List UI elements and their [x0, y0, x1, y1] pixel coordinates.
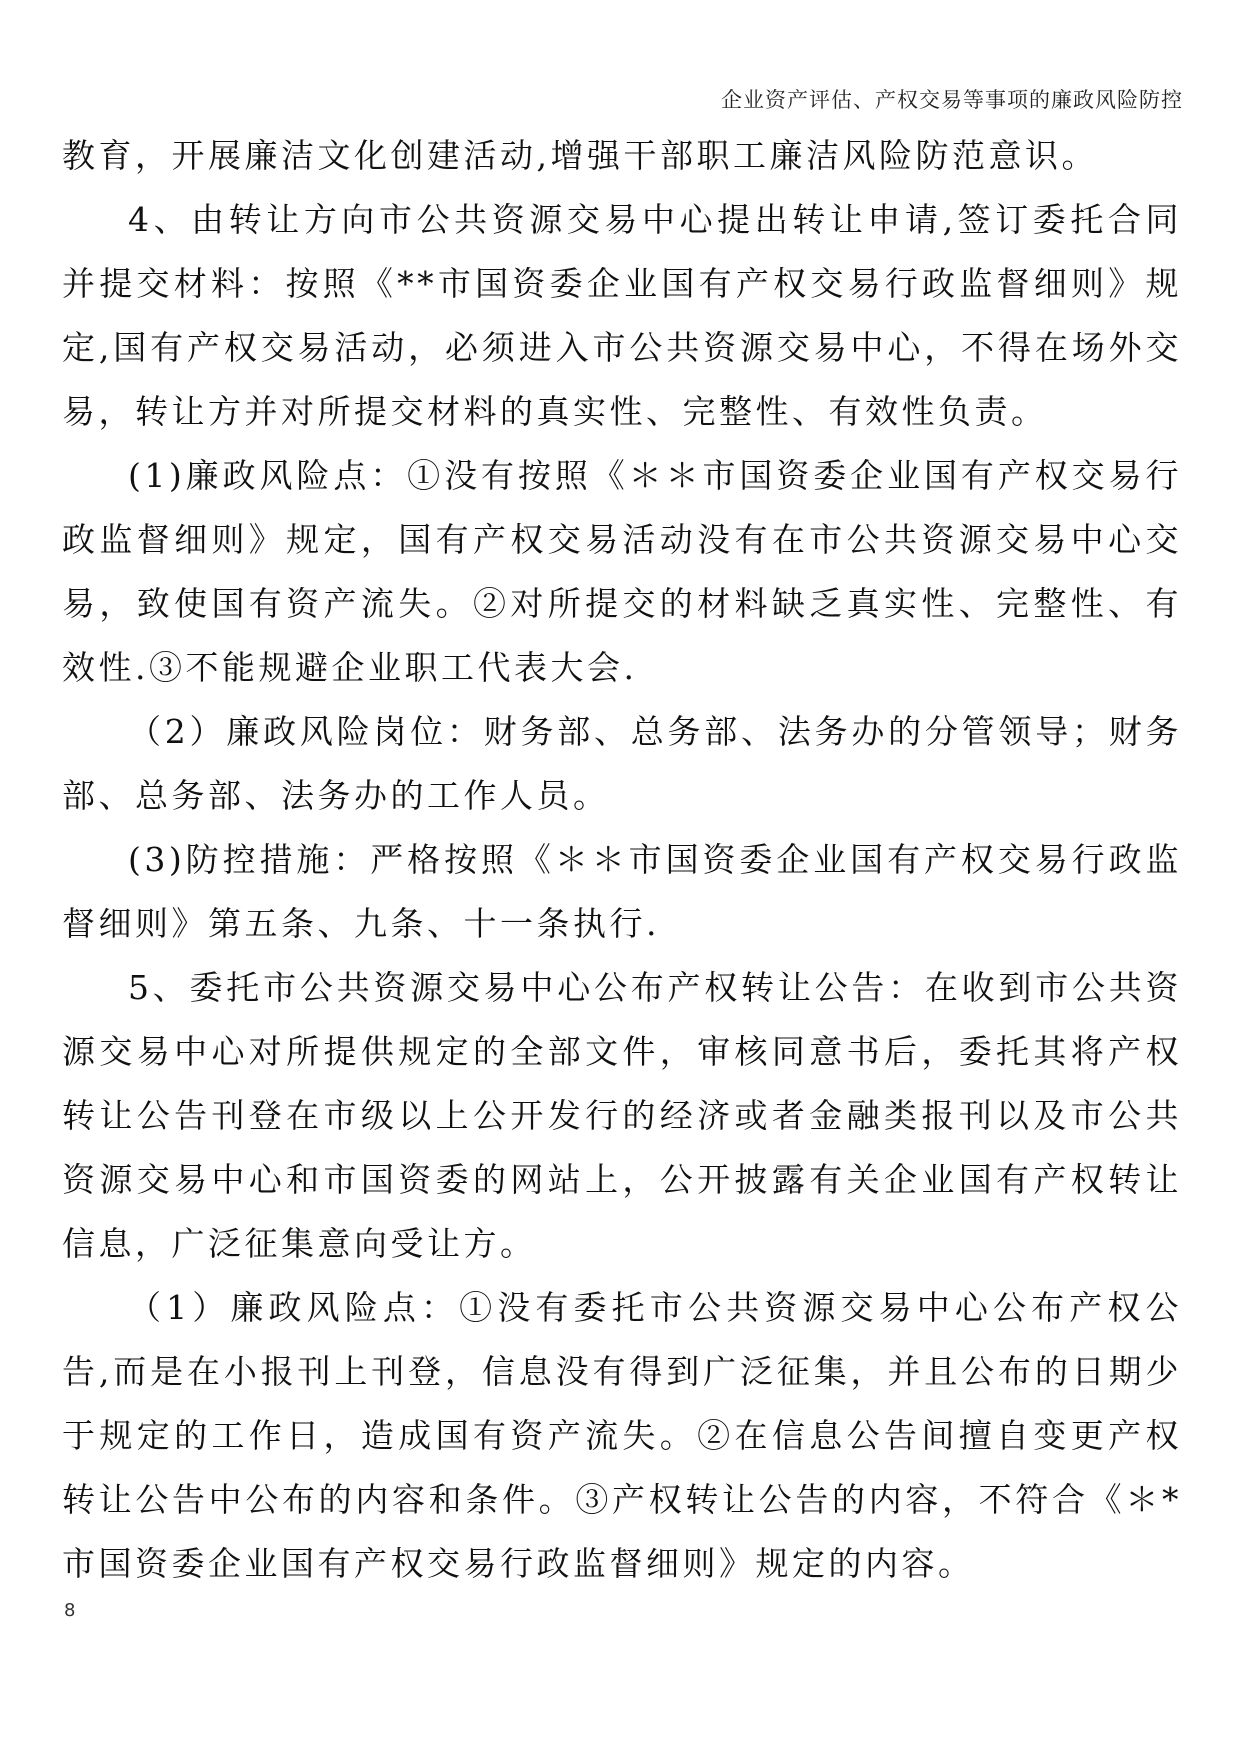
- document-body: [62, 124, 1182, 1596]
- paragraph: 教育，开展廉洁文化创建活动,增强干部职工廉洁风险防范意识。: [62, 136, 1098, 175]
- running-header: 企业资产评估、产权交易等事项的廉政风险防控: [721, 88, 1183, 112]
- paragraph: (3)防控措施：严格按照《＊＊市国资委企业国有产权交易行政监督细则》第五条、九条、十一条执行.: [62, 840, 1182, 943]
- paragraph: （2）廉政风险岗位：财务部、总务部、法务办的分管领导；财务部、总务部、法务办的工作人员。: [62, 712, 1182, 815]
- page-number: 8: [64, 1600, 76, 1621]
- paragraph: （1）廉政风险点：①没有委托市公共资源交易中心公布产权公告,而是在小报刊上刊登，信息没有得到广泛征集，并且公布的日期少于规定的工作日，造成国有资产流失。②在信息公告间擅自变更产权转让公告中公布的内容和条件。③产权转让公告的内容，不符合《＊*市国资委企业国有产权交易行政监督细则》规定的内容。: [62, 1288, 1182, 1583]
- paragraph: (1)廉政风险点：①没有按照《＊＊市国资委企业国有产权交易行政监督细则》规定，国有产权交易活动没有在市公共资源交易中心交易，致使国有资产流失。②对所提交的材料缺乏真实性、完整性、有效性.③不能规避企业职工代表大会.: [62, 456, 1182, 687]
- paragraph: 4、由转让方向市公共资源交易中心提出转让申请,签订委托合同并提交材料：按照《**市国资委企业国有产权交易行政监督细则》规定,国有产权交易活动，必须进入市公共资源交易中心，不得在场外交易，转让方并对所提交材料的真实性、完整性、有效性负责。: [62, 200, 1182, 431]
- paragraph: 5、委托市公共资源交易中心公布产权转让公告：在收到市公共资源交易中心对所提供规定的全部文件，审核同意书后，委托其将产权转让公告刊登在市级以上公开发行的经济或者金融类报刊以及市公共资源交易中心和市国资委的网站上，公开披露有关企业国有产权转让信息，广泛征集意向受让方。: [62, 968, 1182, 1263]
